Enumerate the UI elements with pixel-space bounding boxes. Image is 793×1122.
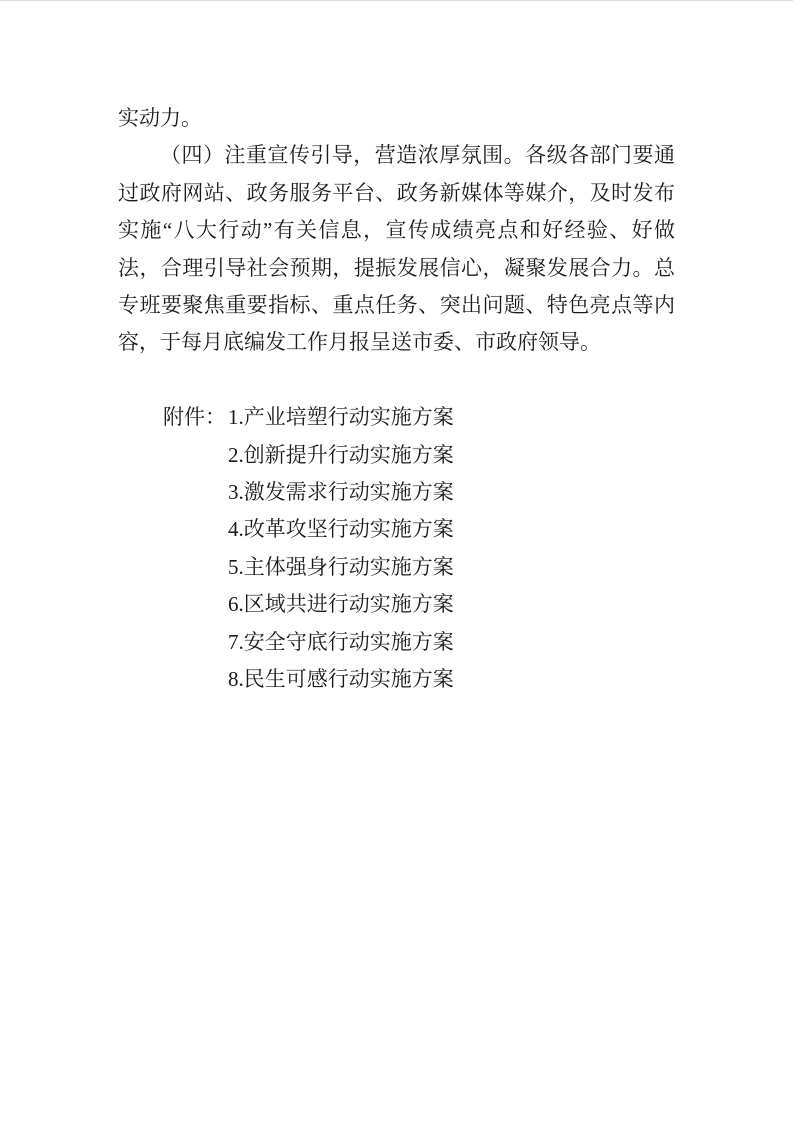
attachment-item: 5.主体强身行动实施方案 xyxy=(228,554,454,579)
paragraph-continuation-line: 实动力。 xyxy=(118,106,202,130)
attachment-item: 1.产业培塑行动实施方案 xyxy=(228,405,454,430)
attachment-list xyxy=(228,399,675,698)
document-content xyxy=(118,100,675,698)
attachment-block xyxy=(118,399,675,698)
paragraph-section-four: （四）注重宣传引导，营造浓厚氛围。各级各部门要通过政府网站、政务服务平台、政务新媒体等媒介，及时发布实施“八大行动”有关信息，宣传成绩亮点和好经验、好做法，合理引导社会预期，提振发展信心，凝聚发展合力。总专班要聚焦重要指标、重点任务、突出问题、特色亮点等内容，于每月底编发工作月报呈送市委、市政府领导。 xyxy=(118,143,675,355)
attachment-item: 2.创新提升行动实施方案 xyxy=(228,442,454,467)
attachment-item: 8.民生可感行动实施方案 xyxy=(228,667,454,692)
attachment-item: 7.安全守底行动实施方案 xyxy=(228,629,454,654)
attachment-item: 4.改革攻坚行动实施方案 xyxy=(228,517,454,542)
attachment-item: 3.激发需求行动实施方案 xyxy=(228,480,454,505)
attachment-item: 6.区域共进行动实施方案 xyxy=(228,592,454,617)
attachment-label: 附件： xyxy=(163,405,226,430)
